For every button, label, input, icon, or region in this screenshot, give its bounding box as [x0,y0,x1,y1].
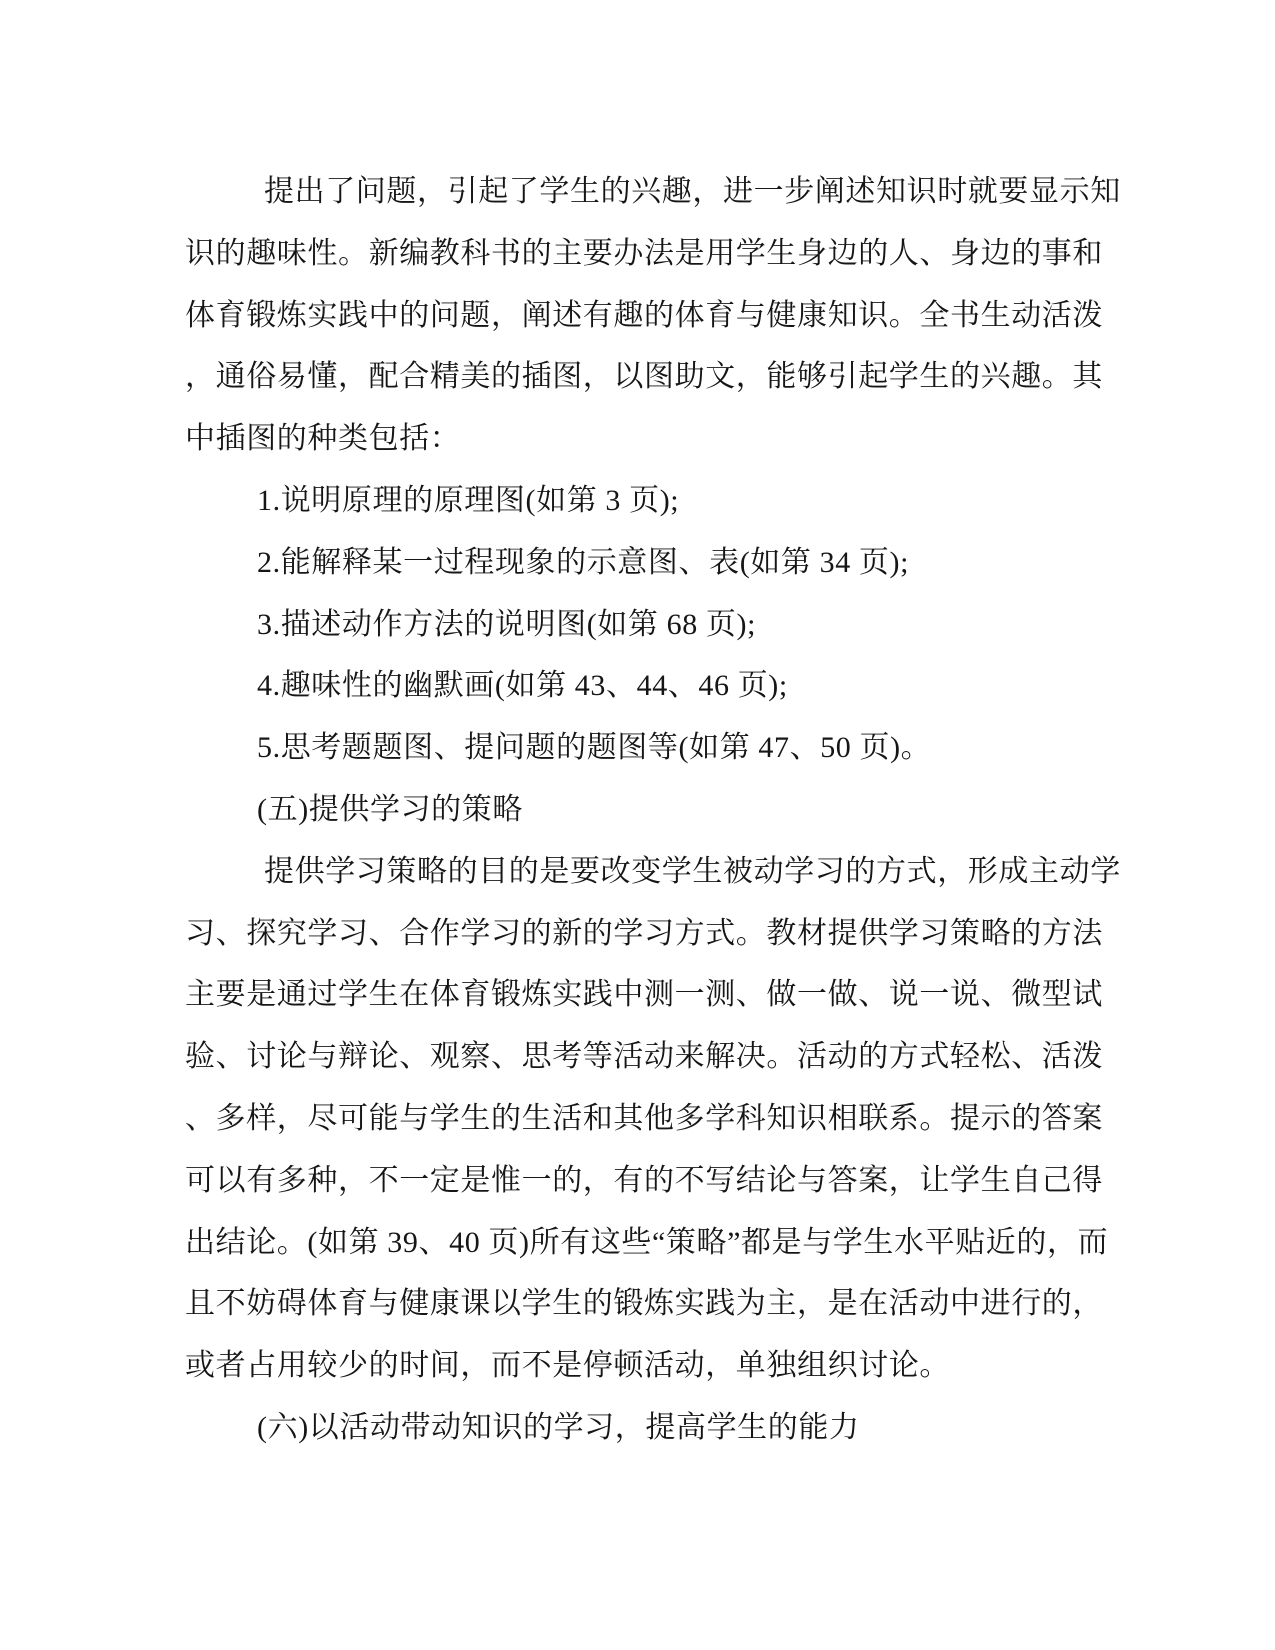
text-line: 提供学习策略的目的是要改变学生被动学习的方式，形成主动学 [264,854,1121,888]
text-line: 识的趣味性。新编教科书的主要办法是用学生身边的人、身边的事和 [185,236,1103,270]
text-line: (六)以活动带动知识的学习，提高学生的能力 [257,1410,860,1444]
text-line: 4.趣味性的幽默画(如第 43、44、46 页); [257,669,788,703]
text-line: 2.能解释某一过程现象的示意图、表(如第 34 页); [257,545,910,579]
text-line: 出结论。(如第 39、40 页)所有这些“策略”都是与学生水平贴近的，而 [185,1225,1109,1259]
text-line: 可以有多种，不一定是惟一的，有的不写结论与答案，让学生自己得 [185,1163,1103,1197]
text-line: 习、探究学习、合作学习的新的学习方式。教材提供学习策略的方法 [185,916,1103,950]
text-line: 验、讨论与辩论、观察、思考等活动来解决。活动的方式轻松、活泼 [185,1040,1103,1074]
text-line: 主要是通过学生在体育锻炼实践中测一测、做一做、说一说、微型试 [185,978,1103,1012]
text-line: 、多样，尽可能与学生的生活和其他多学科知识相联系。提示的答案 [185,1101,1103,1135]
text-line: 中插图的种类包括： [185,422,461,456]
document-text-block [185,161,1145,1459]
text-line: 1.说明原理的原理图(如第 3 页); [257,483,680,517]
text-line: 体育锻炼实践中的问题，阐述有趣的体育与健康知识。全书生动活泼 [185,298,1103,332]
text-line: 提出了问题，引起了学生的兴趣，进一步阐述知识时就要显示知 [264,175,1121,208]
text-line: 5.思考题题图、提问题的题图等(如第 47、50 页)。 [257,731,932,765]
text-line: ，通俗易懂，配合精美的插图，以图助文，能够引起学生的兴趣。其 [185,360,1103,394]
text-line: 3.描述动作方法的说明图(如第 68 页); [257,607,757,641]
text-line: (五)提供学习的策略 [257,792,523,826]
text-line: 或者占用较少的时间，而不是停顿活动，单独组织讨论。 [185,1349,950,1383]
text-line: 且不妨碍体育与健康课以学生的锻炼实践为主，是在活动中进行的， [185,1287,1103,1321]
